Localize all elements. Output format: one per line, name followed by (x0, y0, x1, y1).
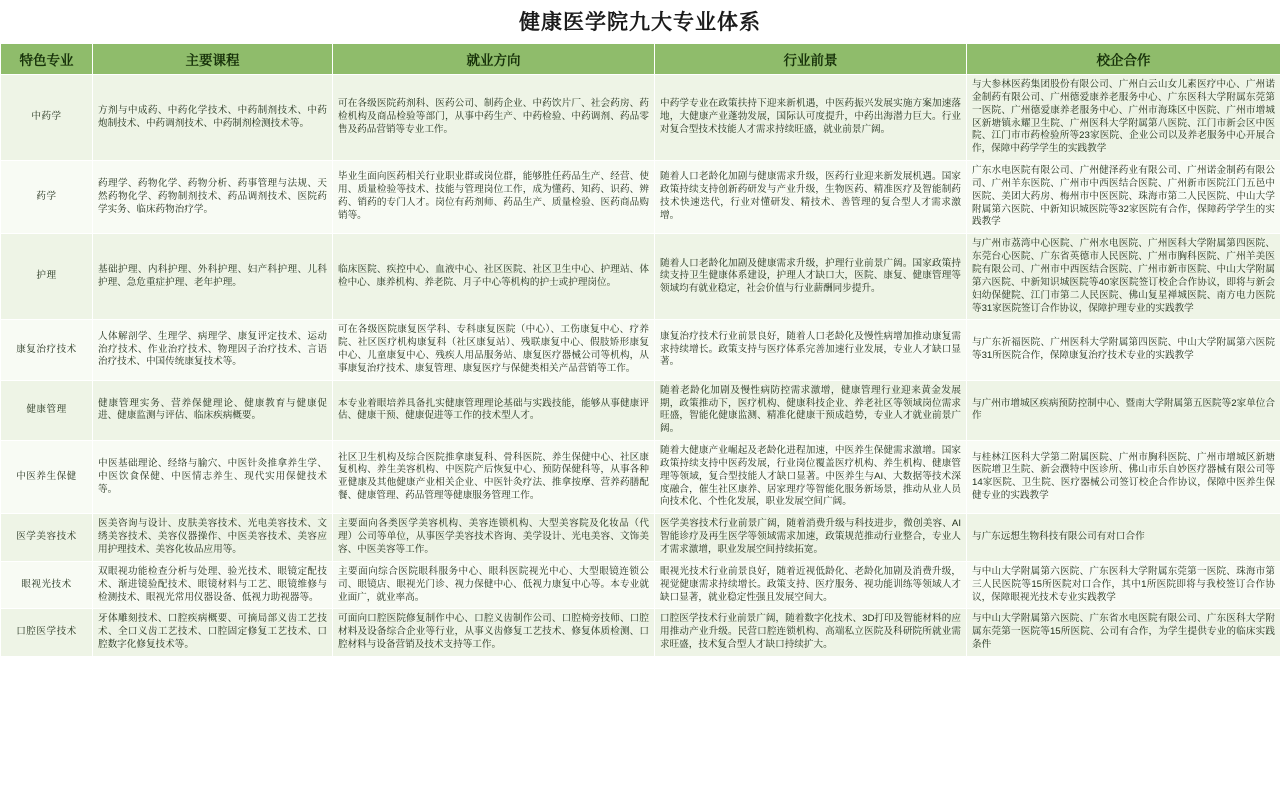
cell-courses: 药理学、药物化学、药物分析、药事管理与法规、天然药物化学、药物制剂技术、药品调剂技术、医院药学实务、临床药物治疗学。 (93, 161, 333, 234)
table-row (1, 561, 1280, 609)
cell-outlook: 口腔医学技术行业前景广阔，随着数字化技术、3D打印及智能材料的应用推动产业升级。民营口腔连锁机构、高端私立医院及科研院所就业需求旺盛，技术复合型人才缺口持续扩大。 (655, 609, 967, 657)
cell-coop: 与广州市增城区疾病预防控制中心、暨南大学附属第五医院等2家单位合作 (967, 380, 1280, 440)
cell-coop: 与大参林医药集团股份有限公司、广州白云山女儿素医疗中心、广州诺金制药有限公司、广州德爱康养老服务中心、广东医科大学附属东莞第一医院、广州德爱康养老服务中心、广州市海珠区中医院、广州市增城区新塘镇永耀卫生院、广州医科大学附属第八医院、江门市新会区中医院、江门市市药检验所等23家医院、企业公司以及养老服务中心开展合作，保障中药学学生的实践教学 (967, 75, 1280, 161)
column-header-courses: 主要课程 (93, 44, 333, 75)
column-header-jobs: 就业方向 (333, 44, 655, 75)
cell-jobs: 主要面向综合医院眼科服务中心、眼科医院视光中心、大型眼镜连锁公司、眼镜店、眼视光门诊、视力保健中心、低视力康复中心等。本专业就业面广，就业率高。 (333, 561, 655, 609)
table-row (1, 320, 1280, 380)
cell-jobs: 毕业生面向医药相关行业职业群或岗位群，能够胜任药品生产、经营、使用、质量检验等技术、技能与管理岗位工作，成为懂药、知药、识药、辨药、销药的专门人才。岗位有药剂师、药品生产、质量检验、医药商品购销等。 (333, 161, 655, 234)
cell-coop: 与广州市荔湾中心医院、广州水电医院、广州医科大学附属第四医院、东莞台心医院、广东省英德市人民医院、广州市胸科医院、广州羊美医院有限公司、广州市中西医结合医院、广州市新市医院、中山大学附属第六医院、中新知识城医院等40家医院签订校企合作协议，即将与新会妇幼保健院、江门市第二人民医院、佛山复星禅城医院、南方电力医院等31家医院签订合作协议，保障护理专业的实践教学 (967, 234, 1280, 320)
cell-major: 护理 (1, 234, 93, 320)
cell-courses: 双眼视功能检查分析与处理、验光技术、眼镜定配技术、渐进镜验配技术、眼镜材料与工艺、眼镜维修与检测技术、眼视光常用仪器设备、低视力助视器等。 (93, 561, 333, 609)
cell-outlook: 随着老龄化加剧及慢性病防控需求激增，健康管理行业迎来黄金发展期，政策推动下，医疗机构、健康科技企业、养老社区等领域岗位需求旺盛，智能化健康监测、精准化健康干预成趋势，专业人才就业前景广阔。 (655, 380, 967, 440)
cell-major: 康复治疗技术 (1, 320, 93, 380)
table-header-row (1, 44, 1280, 75)
cell-major: 药学 (1, 161, 93, 234)
column-header-major: 特色专业 (1, 44, 93, 75)
cell-major: 医学美容技术 (1, 514, 93, 562)
cell-major: 中药学 (1, 75, 93, 161)
column-header-outlook: 行业前景 (655, 44, 967, 75)
table-row (1, 161, 1280, 234)
cell-courses: 医美咨询与设计、皮肤美容技术、光电美容技术、文绣美容技术、美容仪器操作、中医美容技术、美容应用护理技术、美容化妆品应用等。 (93, 514, 333, 562)
cell-jobs: 可在各级医院药剂科、医药公司、制药企业、中药饮片厂、社会药房、药检机构及商品检验等部门，从事中药生产、中药检验、中药调剂、药品零售及药品营销等专业工作。 (333, 75, 655, 161)
cell-outlook: 随着人口老龄化加剧与健康需求升级，医药行业迎来新发展机遇。国家政策持续支持创新药研发与产业升级，生物医药、精准医疗及智能制药技术快速迭代，行业对懂研发、精技术、善管理的复合型人才需求激增。 (655, 161, 967, 234)
cell-courses: 基础护理、内科护理、外科护理、妇产科护理、儿科护理、急危重症护理、老年护理。 (93, 234, 333, 320)
cell-courses: 人体解剖学、生理学、病理学、康复评定技术、运动治疗技术、作业治疗技术、物理因子治疗技术、言语治疗技术、中国传统康复技术等。 (93, 320, 333, 380)
cell-outlook: 随着人口老龄化加剧及健康需求升级，护理行业前景广阔。国家政策持续支持卫生健康体系建设，护理人才缺口大，医院、康复、健康管理等领域均有就业稳定，社会价值与行业薪酬同步提升。 (655, 234, 967, 320)
cell-coop: 与广东祈福医院、广州医科大学附属第四医院、中山大学附属第六医院等31所医院合作，保障康复治疗技术专业的实践教学 (967, 320, 1280, 380)
cell-major: 口腔医学技术 (1, 609, 93, 657)
cell-major: 眼视光技术 (1, 561, 93, 609)
table-row (1, 75, 1280, 161)
cell-coop: 与中山大学附属第六医院、广东医科大学附属东莞第一医院、珠海市第三人民医院等15所医院对口合作，其中1所医院即将与我校签订合作协议，保障眼视光技术专业实践教学 (967, 561, 1280, 609)
table-row (1, 441, 1280, 514)
cell-outlook: 眼视光技术行业前景良好，随着近视低龄化、老龄化加剧及消费升级，视觉健康需求持续增长。政策支持、医疗服务、视功能训练等领域人才缺口显著，就业稳定性强且发展空间大。 (655, 561, 967, 609)
cell-coop: 与广东远想生物科技有限公司有对口合作 (967, 514, 1280, 562)
cell-major: 中医养生保健 (1, 441, 93, 514)
table-row (1, 234, 1280, 320)
cell-coop: 广东水电医院有限公司、广州健泽药业有限公司、广州诺金制药有限公司、广州羊东医院、广州市中西医结合医院、广州新市医院江门五邑中医院、美团大药房、梅州市中医医院、珠海市第二人民医院、中山大学附属第六医院、中新知识城医院等32家医院有合作，保障药学学生的实践教学 (967, 161, 1280, 234)
cell-major: 健康管理 (1, 380, 93, 440)
cell-courses: 方剂与中成药、中药化学技术、中药制剂技术、中药炮制技术、中药调剂技术、中药制剂检测技术等。 (93, 75, 333, 161)
page-title: 健康医学院九大专业体系 (519, 11, 761, 34)
cell-jobs: 主要面向各类医学美容机构、美容连锁机构、大型美容院及化妆品（代理）公司等单位，从事医学美容技术咨询、美学设计、光电美容、文饰美容、中医美容等工作。 (333, 514, 655, 562)
cell-jobs: 本专业着眼培养具备扎实健康管理理论基础与实践技能，能够从事健康评估、健康干预、健康促进等工作的技术型人才。 (333, 380, 655, 440)
cell-courses: 健康管理实务、营养保健理论、健康教育与健康促进、健康监测与评估、临床疾病概要。 (93, 380, 333, 440)
cell-jobs: 可面向口腔医院修复制作中心、口腔义齿制作公司、口腔椅旁技师、口腔材料及设备综合企业等行业，从事义齿修复工艺技术、修复体质检测、口腔材料与设备营销及技术支持等工作。 (333, 609, 655, 657)
cell-courses: 中医基础理论、经络与腧穴、中医针灸推拿养生学、中医饮食保健、中医情志养生、现代实用保健技术等。 (93, 441, 333, 514)
cell-jobs: 社区卫生机构及综合医院推拿康复科、骨科医院、养生保健中心、社区康复机构、养生美容机构、中医院产后恢复中心、预防保健科等，从事各种亚健康及其他健康产业相关企业、中医针灸疗法、推拿按摩、营养药膳配餐、健康管理、药品管理等健康服务管理工作。 (333, 441, 655, 514)
cell-coop: 与桂林江医科大学第二附属医院、广州市胸科医院、广州市增城区新塘医院增卫生院、新会濮特中医诊所、佛山市乐自妙医疗器械有限公司等14家医院、卫生院、医疗器械公司签订校企合作协议，保障中医养生保健专业的实践教学 (967, 441, 1280, 514)
cell-courses: 牙体雕刻技术、口腔疾病概要、可摘局部义齿工艺技术、全口义齿工艺技术、口腔固定修复工艺技术、口腔数字化修复技术等。 (93, 609, 333, 657)
cell-outlook: 随着大健康产业崛起及老龄化进程加速，中医养生保健需求激增。国家政策持续支持中医药发展，行业岗位覆盖医疗机构、养生机构、健康管理等领域，复合型技能人才缺口显著。中医养生与AI、大数据等技术深度融合，催生社区康养、居家理疗等智能化服务新场景，推动从业人员向技术化、个性化发展，职业发展空间广阔。 (655, 441, 967, 514)
column-header-coop: 校企合作 (967, 44, 1280, 75)
cell-coop: 与中山大学附属第六医院、广东省水电医院有限公司、广东医科大学附属东莞第一医院等15所医院、公司有合作，为学生提供专业的临床实践条件 (967, 609, 1280, 657)
table-row (1, 609, 1280, 657)
cell-jobs: 临床医院、疾控中心、血液中心、社区医院、社区卫生中心、护理站、体检中心、康养机构、养老院、月子中心等机构的护士或护理岗位。 (333, 234, 655, 320)
cell-outlook: 康复治疗技术行业前景良好，随着人口老龄化及慢性病增加推动康复需求持续增长。政策支持与医疗体系完善加速行业发展，专业人才缺口显著。 (655, 320, 967, 380)
majors-table (0, 43, 1280, 657)
cell-outlook: 医学美容技术行业前景广阔，随着消费升级与科技进步，微创美容、AI智能诊疗及再生医学等领域需求加速，政策规范推动行业整合，专业人才需求激增，职业发展空间持续拓宽。 (655, 514, 967, 562)
table-row (1, 380, 1280, 440)
cell-outlook: 中药学专业在政策扶持下迎来新机遇，中医药振兴发展实施方案加速落地，大健康产业蓬勃发展，国际认可度提升，中药出海潜力巨大。行业对复合型技术技能人才需求持续旺盛，就业前景广阔。 (655, 75, 967, 161)
table-row (1, 514, 1280, 562)
cell-jobs: 可在各级医院康复医学科、专科康复医院（中心）、工伤康复中心、疗养院、社区医疗机构康复科（社区康复站）、残联康复中心、假肢矫形康复中心、儿童康复中心、残疾人用品服务站、康复医疗器械公司等机构，从事康复治疗技术、康复管理、康复医疗与保健类相关产品营销等工作。 (333, 320, 655, 380)
